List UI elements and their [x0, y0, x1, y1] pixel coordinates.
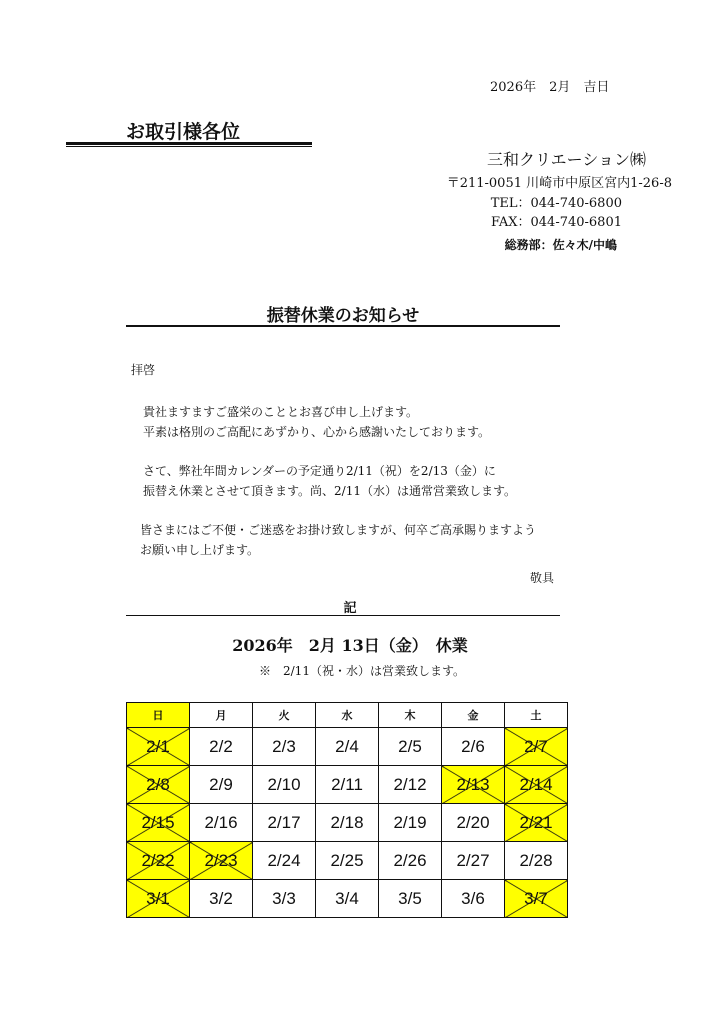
calendar-week-row — [127, 766, 568, 804]
line: 貴社ますますご盛栄のこととお喜び申し上げます。 — [143, 405, 419, 419]
line: 皆さまにはご不便・ご迷惑をお掛け致しますが、何卒ご高承賜りますよう — [140, 523, 537, 537]
calendar-day: 2/5 — [379, 728, 442, 766]
calendar-day-holiday: 2/22 — [127, 842, 190, 880]
calendar-day: 2/25 — [316, 842, 379, 880]
calendar-day-holiday: 2/8 — [127, 766, 190, 804]
sender-fax: FAX：044-740-6801 — [490, 215, 622, 230]
paragraph — [143, 461, 536, 501]
holiday-date: 2026年 2月 13日（金） 休業 — [232, 636, 468, 655]
weekday-header: 土 — [505, 703, 568, 728]
document-title: 振替休業のお知らせ — [266, 306, 420, 326]
calendar-day: 2/3 — [253, 728, 316, 766]
calendar-day-holiday: 3/1 — [127, 880, 190, 918]
ki-underline — [126, 615, 560, 616]
calendar-day: 2/16 — [190, 804, 253, 842]
weekday-header: 火 — [253, 703, 316, 728]
calendar-day: 2/27 — [442, 842, 505, 880]
calendar-day: 3/5 — [379, 880, 442, 918]
calendar-day: 2/20 — [442, 804, 505, 842]
line: お願い申し上げます。 — [140, 543, 260, 557]
calendar-day: 2/4 — [316, 728, 379, 766]
line: さて、弊社年間カレンダーの予定通り2/11（祝）を2/13（金）に — [143, 464, 496, 478]
calendar-day-holiday: 3/7 — [505, 880, 568, 918]
paragraph — [143, 402, 536, 442]
sender-department: 総務部：佐々木/中嶋 — [504, 238, 617, 252]
sender-tel: TEL：044-740-6800 — [490, 196, 622, 211]
body-text — [140, 402, 537, 579]
calendar-day: 2/24 — [253, 842, 316, 880]
calendar-day: 2/11 — [316, 766, 379, 804]
calendar-day: 2/2 — [190, 728, 253, 766]
calendar-day-holiday: 2/15 — [127, 804, 190, 842]
sender-address: 〒211-0051 川崎市中原区宮内1-26-8 — [446, 176, 672, 191]
recipient: お取引様各位 — [126, 121, 241, 143]
weekday-header: 月 — [190, 703, 253, 728]
calendar-day: 2/26 — [379, 842, 442, 880]
ki-heading: 記 — [343, 601, 357, 616]
calendar-day: 2/6 — [442, 728, 505, 766]
calendar-day: 2/19 — [379, 804, 442, 842]
calendar-day: 2/9 — [190, 766, 253, 804]
calendar-table — [126, 702, 568, 918]
weekday-header: 木 — [379, 703, 442, 728]
opening: 拝啓 — [131, 363, 156, 377]
calendar-day: 2/12 — [379, 766, 442, 804]
calendar-day: 3/2 — [190, 880, 253, 918]
closing: 敬具 — [530, 571, 555, 585]
calendar-day: 3/6 — [442, 880, 505, 918]
calendar-week-row — [127, 728, 568, 766]
calendar-day: 2/28 — [505, 842, 568, 880]
calendar-day-holiday: 2/21 — [505, 804, 568, 842]
calendar-week-row — [127, 880, 568, 918]
title-underline — [126, 325, 560, 327]
sender-company: 三和クリエーション㈱ — [486, 150, 646, 169]
calendar-week-row — [127, 842, 568, 880]
line: 平素は格別のご高配にあずかり、心から感謝いたしております。 — [143, 425, 491, 439]
calendar-day-holiday: 2/14 — [505, 766, 568, 804]
calendar-day: 2/17 — [253, 804, 316, 842]
calendar-day-holiday: 2/7 — [505, 728, 568, 766]
weekday-header: 金 — [442, 703, 505, 728]
calendar-day: 3/3 — [253, 880, 316, 918]
weekday-header: 日 — [127, 703, 190, 728]
calendar-day: 2/18 — [316, 804, 379, 842]
recipient-underline — [66, 142, 312, 147]
line: 振替え休業とさせて頂きます。尚、2/11（水）は通常営業致します。 — [143, 484, 517, 498]
calendar-day: 2/10 — [253, 766, 316, 804]
calendar-day-holiday: 2/23 — [190, 842, 253, 880]
holiday-note: ※ 2/11（祝・水）は営業致します。 — [259, 664, 465, 678]
calendar-day-holiday: 2/13 — [442, 766, 505, 804]
issue-date: 2026年 2月 吉日 — [490, 80, 610, 95]
calendar-day: 3/4 — [316, 880, 379, 918]
weekday-header: 水 — [316, 703, 379, 728]
calendar-day-holiday: 2/1 — [127, 728, 190, 766]
calendar-week-row — [127, 804, 568, 842]
paragraph — [140, 520, 536, 560]
